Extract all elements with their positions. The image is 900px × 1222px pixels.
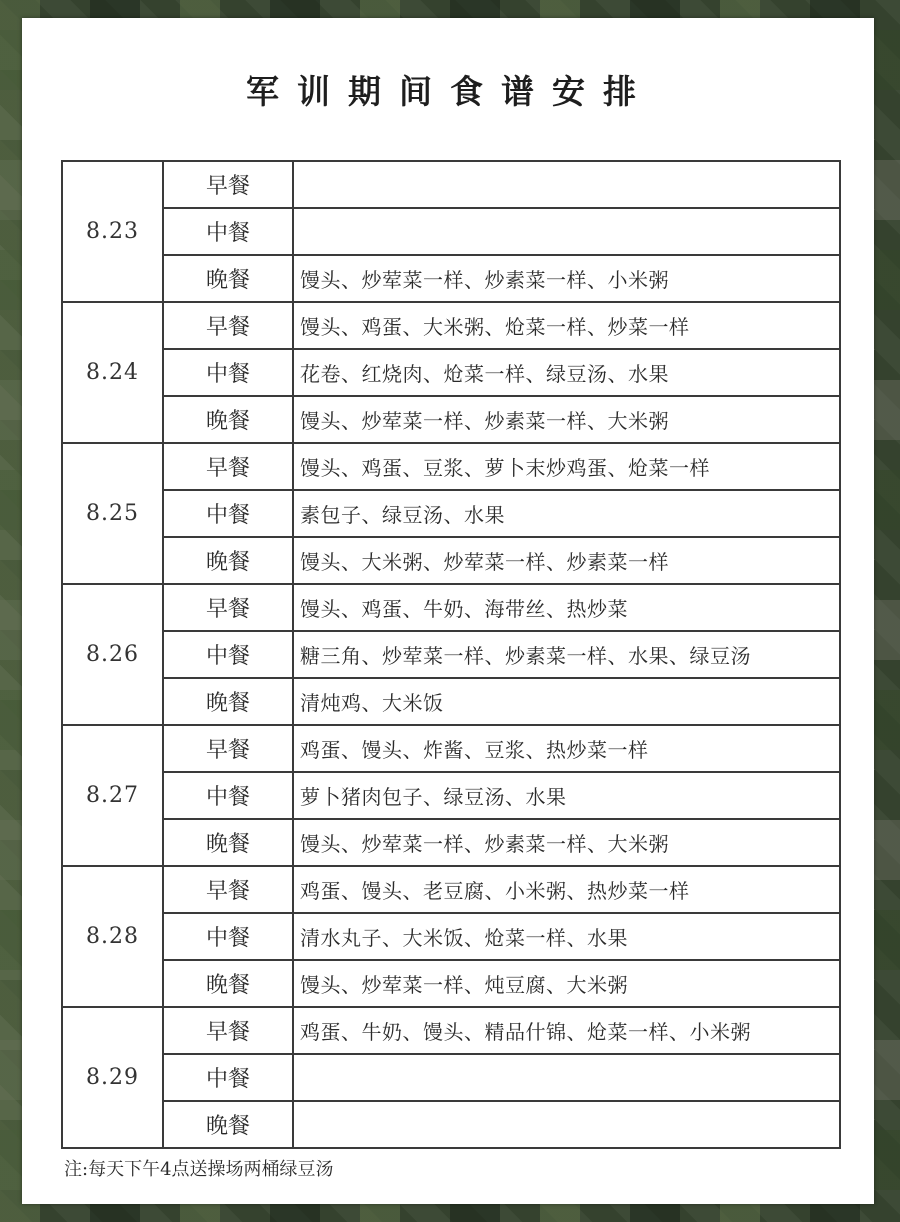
dishes-cell: 鸡蛋、牛奶、馒头、精品什锦、炝菜一样、小米粥 — [293, 1007, 840, 1054]
meal-cell: 晚餐 — [163, 960, 293, 1007]
date-cell: 8.29 — [62, 1007, 163, 1148]
footnote: 注:每天下午4点送操场两桶绿豆汤 — [64, 1159, 334, 1180]
table-row — [62, 678, 840, 725]
meal-cell: 晚餐 — [163, 678, 293, 725]
table-row — [62, 584, 840, 631]
dishes-cell: 花卷、红烧肉、炝菜一样、绿豆汤、水果 — [293, 349, 840, 396]
date-cell: 8.28 — [62, 866, 163, 1007]
table-row — [62, 866, 840, 913]
table-row — [62, 537, 840, 584]
meal-cell: 晚餐 — [163, 1101, 293, 1148]
table-row — [62, 443, 840, 490]
table-row — [62, 490, 840, 537]
table-row — [62, 913, 840, 960]
meal-cell: 中餐 — [163, 349, 293, 396]
dishes-cell: 馒头、炒荤菜一样、炒素菜一样、小米粥 — [293, 255, 840, 302]
dishes-cell — [293, 1054, 840, 1101]
date-cell: 8.27 — [62, 725, 163, 866]
table-row — [62, 1007, 840, 1054]
table-row — [62, 161, 840, 208]
table-row — [62, 302, 840, 349]
table-row — [62, 1054, 840, 1101]
table-row — [62, 255, 840, 302]
date-cell: 8.24 — [62, 302, 163, 443]
dishes-cell: 馒头、炒荤菜一样、炒素菜一样、大米粥 — [293, 819, 840, 866]
menu-table — [61, 160, 841, 1149]
date-cell: 8.26 — [62, 584, 163, 725]
table-row — [62, 819, 840, 866]
table-row — [62, 1101, 840, 1148]
table-row — [62, 208, 840, 255]
date-cell: 8.25 — [62, 443, 163, 584]
dishes-cell: 馒头、炒荤菜一样、炒素菜一样、大米粥 — [293, 396, 840, 443]
meal-cell: 早餐 — [163, 443, 293, 490]
dishes-cell: 馒头、大米粥、炒荤菜一样、炒素菜一样 — [293, 537, 840, 584]
dishes-cell — [293, 1101, 840, 1148]
table-row — [62, 396, 840, 443]
meal-cell: 早餐 — [163, 161, 293, 208]
dishes-cell — [293, 161, 840, 208]
meal-cell: 中餐 — [163, 913, 293, 960]
meal-cell: 中餐 — [163, 1054, 293, 1101]
meal-cell: 早餐 — [163, 866, 293, 913]
table-row — [62, 725, 840, 772]
table-row — [62, 349, 840, 396]
meal-cell: 早餐 — [163, 302, 293, 349]
dishes-cell: 馒头、鸡蛋、大米粥、炝菜一样、炒菜一样 — [293, 302, 840, 349]
dishes-cell: 素包子、绿豆汤、水果 — [293, 490, 840, 537]
meal-cell: 晚餐 — [163, 255, 293, 302]
meal-cell: 晚餐 — [163, 819, 293, 866]
dishes-cell: 馒头、炒荤菜一样、炖豆腐、大米粥 — [293, 960, 840, 1007]
dishes-cell: 糖三角、炒荤菜一样、炒素菜一样、水果、绿豆汤 — [293, 631, 840, 678]
dishes-cell: 鸡蛋、馒头、炸酱、豆浆、热炒菜一样 — [293, 725, 840, 772]
dishes-cell — [293, 208, 840, 255]
dishes-cell: 馒头、鸡蛋、豆浆、萝卜末炒鸡蛋、炝菜一样 — [293, 443, 840, 490]
meal-cell: 中餐 — [163, 772, 293, 819]
meal-cell: 早餐 — [163, 725, 293, 772]
table-row — [62, 772, 840, 819]
meal-cell: 早餐 — [163, 584, 293, 631]
dishes-cell: 鸡蛋、馒头、老豆腐、小米粥、热炒菜一样 — [293, 866, 840, 913]
dishes-cell: 清水丸子、大米饭、炝菜一样、水果 — [293, 913, 840, 960]
meal-cell: 晚餐 — [163, 396, 293, 443]
meal-cell: 中餐 — [163, 490, 293, 537]
menu-table-body — [62, 161, 840, 1148]
meal-cell: 晚餐 — [163, 537, 293, 584]
table-row — [62, 631, 840, 678]
dishes-cell: 萝卜猪肉包子、绿豆汤、水果 — [293, 772, 840, 819]
table-row — [62, 960, 840, 1007]
meal-cell: 中餐 — [163, 631, 293, 678]
page-title: 军训期间食谱安排 — [246, 72, 654, 111]
dishes-cell: 清炖鸡、大米饭 — [293, 678, 840, 725]
date-cell: 8.23 — [62, 161, 163, 302]
dishes-cell: 馒头、鸡蛋、牛奶、海带丝、热炒菜 — [293, 584, 840, 631]
meal-cell: 早餐 — [163, 1007, 293, 1054]
meal-cell: 中餐 — [163, 208, 293, 255]
